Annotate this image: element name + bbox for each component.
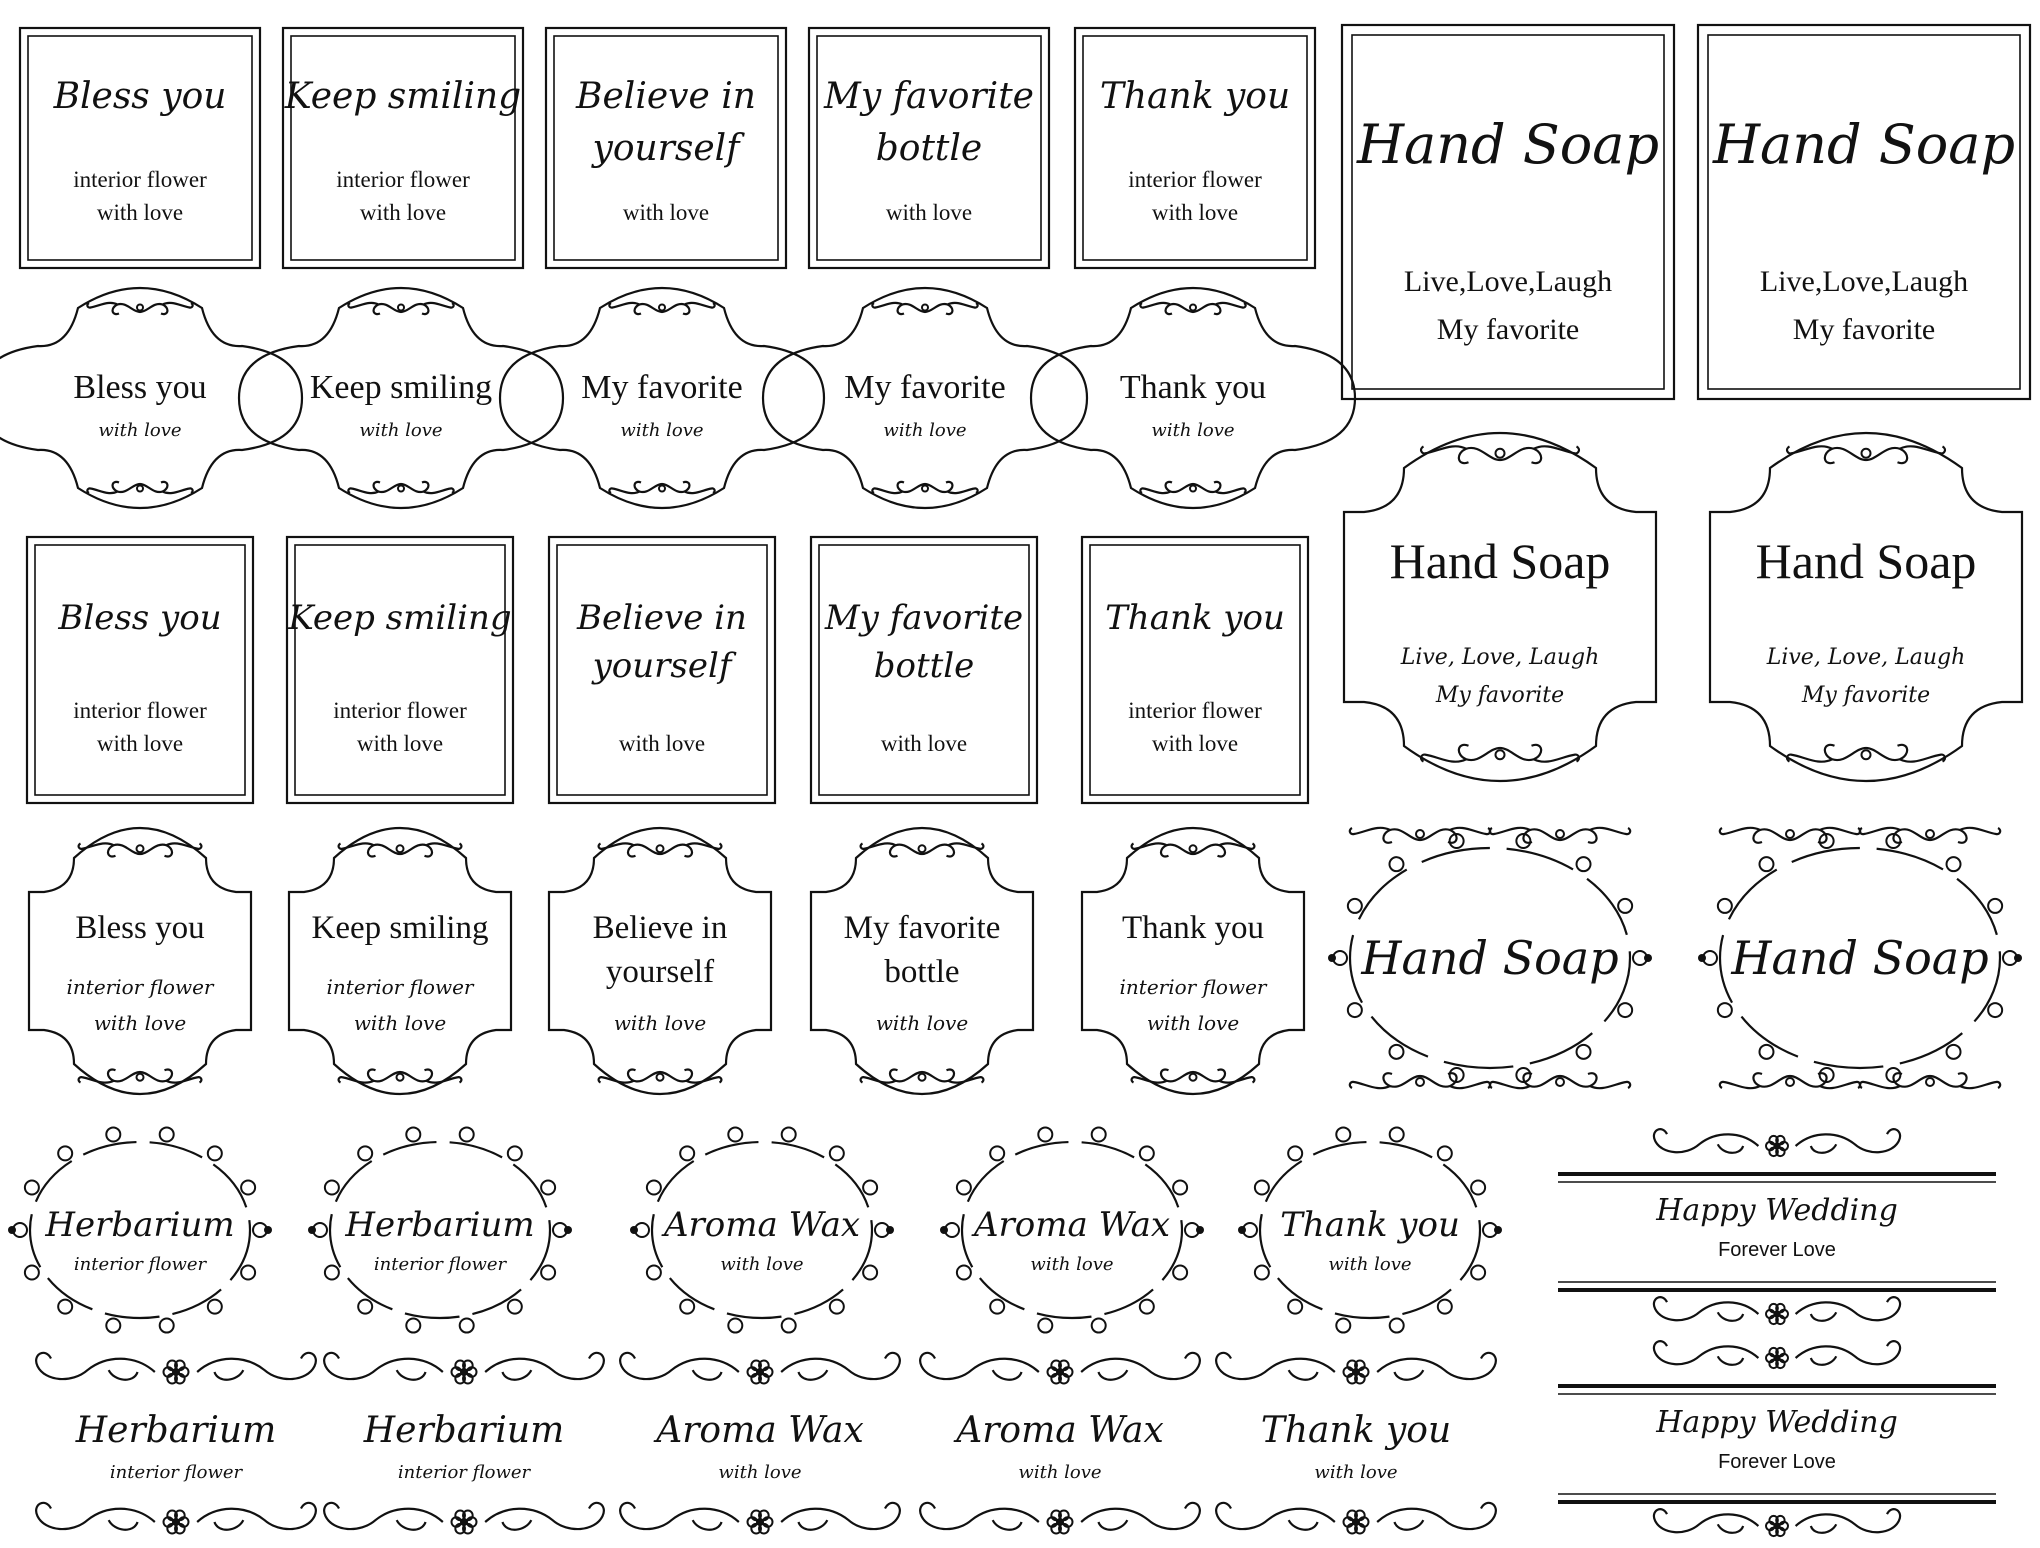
label-subtitle: with love: [93, 1011, 187, 1035]
hand-soap-square-1: [1342, 25, 1674, 399]
flourish-label-3: [620, 1353, 900, 1534]
bracket-label-2: [289, 828, 511, 1094]
label-title: Herbarium: [75, 1410, 277, 1451]
label-subtitle: with love: [883, 420, 967, 441]
label-subtitle: with love: [620, 420, 704, 441]
label-title: Aroma Wax: [656, 1410, 864, 1451]
label-subtitle: with love: [96, 200, 184, 225]
label-title: Bless you: [58, 598, 222, 638]
label-title: Herbarium: [45, 1205, 235, 1245]
hand-soap-ornate-2: [1698, 828, 2022, 1088]
label-title: Bless you: [75, 910, 205, 946]
square-label-5: [1075, 28, 1315, 268]
label-subtitle: Forever Love: [1718, 1239, 1836, 1261]
hand-soap-ornate-1: [1328, 828, 1652, 1088]
label-title: yourself: [592, 128, 740, 169]
label-title: Bless you: [73, 369, 207, 406]
label-title: Happy Wedding: [1656, 1405, 1898, 1440]
label-subtitle: Forever Love: [1718, 1451, 1836, 1473]
label-subtitle: My favorite: [1801, 683, 1931, 708]
hand-soap-bracket-1: [1344, 433, 1656, 781]
hand-soap-bracket-2: [1710, 433, 2022, 781]
label-subtitle: with love: [1146, 1011, 1240, 1035]
label-subtitle: with love: [622, 200, 710, 225]
label-title: Believe in: [577, 598, 747, 638]
label-subtitle: Live,Love,Laugh: [1403, 265, 1613, 298]
label-title: Thank you: [1260, 1410, 1452, 1451]
bracket-label-4: [811, 828, 1033, 1094]
label-title: Keep smiling: [288, 598, 512, 638]
label-subtitle: Live, Love, Laugh: [1766, 645, 1966, 670]
label-subtitle: with love: [359, 200, 447, 225]
label-subtitle: with love: [1018, 1462, 1102, 1483]
ornate-label-5: [1238, 1127, 1502, 1332]
label-title: Hand Soap: [1731, 931, 1989, 985]
label-subtitle: with love: [613, 1011, 707, 1035]
bracket-label-1: [29, 828, 251, 1094]
label-subtitle: interior flower: [333, 698, 467, 723]
square-label-2: [283, 28, 523, 268]
label-title: Keep smiling: [311, 910, 489, 946]
label-title: My favorite: [824, 598, 1024, 638]
label-subtitle: with love: [1151, 200, 1239, 225]
wedding-band-2: [1558, 1341, 1996, 1536]
rect-label-4: [811, 537, 1037, 803]
label-title: bottle: [884, 954, 960, 990]
label-title: Keep smiling: [284, 76, 522, 117]
label-subtitle: with love: [359, 420, 443, 441]
label-title: Thank you: [1280, 1205, 1460, 1245]
label-subtitle: with love: [353, 1011, 447, 1035]
square-label-1: [20, 28, 260, 268]
label-title: Thank you: [1119, 369, 1267, 406]
label-subtitle: with love: [618, 731, 706, 756]
label-title: Hand Soap: [1389, 533, 1611, 589]
quatrefoil-label-2: [239, 288, 563, 508]
label-title: Bless you: [53, 76, 227, 117]
label-subtitle: interior flower: [73, 698, 207, 723]
label-title: My favorite: [824, 76, 1034, 117]
label-title: Aroma Wax: [973, 1205, 1171, 1245]
label-subtitle: with love: [1030, 1254, 1114, 1275]
label-title: yourself: [592, 646, 732, 686]
quatrefoil-label-1: [0, 288, 302, 508]
label-subtitle: with love: [1314, 1462, 1398, 1483]
label-subtitle: with love: [875, 1011, 969, 1035]
label-title: Keep smiling: [309, 369, 493, 406]
rect-label-5: [1082, 537, 1308, 803]
label-subtitle: interior flower: [1128, 698, 1262, 723]
ornate-label-2: [308, 1127, 572, 1332]
label-title: Believe in: [576, 76, 756, 117]
label-title: Hand Soap: [1755, 533, 1977, 589]
quatrefoil-label-4: [763, 288, 1087, 508]
label-subtitle: with love: [718, 1462, 802, 1483]
label-title: My favorite: [581, 369, 743, 406]
label-subtitle: Live, Love, Laugh: [1400, 645, 1600, 670]
rect-label-1: [27, 537, 253, 803]
label-title: Aroma Wax: [956, 1410, 1164, 1451]
label-subtitle: with love: [356, 731, 444, 756]
label-title: My favorite: [843, 910, 1001, 946]
label-title: Believe in: [592, 910, 728, 946]
label-title: Thank you: [1121, 910, 1265, 946]
label-title: Hand Soap: [1712, 113, 2016, 176]
quatrefoil-label-5: [1031, 288, 1355, 508]
label-subtitle: My favorite: [1435, 683, 1565, 708]
label-subtitle: My favorite: [1792, 313, 1936, 346]
square-label-4: [809, 28, 1049, 268]
label-title: Herbarium: [345, 1205, 535, 1245]
label-title: Thank you: [1105, 598, 1285, 638]
label-subtitle: with love: [720, 1254, 804, 1275]
label-title: Hand Soap: [1361, 931, 1619, 985]
bracket-label-3: [549, 828, 771, 1094]
label-title: bottle: [873, 646, 975, 686]
label-subtitle: interior flower: [336, 167, 470, 192]
flourish-label-4: [920, 1353, 1200, 1534]
hand-soap-square-2: [1698, 25, 2030, 399]
rect-label-2: [287, 537, 513, 803]
flourish-label-5: [1216, 1353, 1496, 1534]
label-subtitle: My favorite: [1436, 313, 1580, 346]
label-subtitle: interior flower: [109, 1462, 243, 1483]
label-subtitle: with love: [885, 200, 973, 225]
label-title: My favorite: [844, 369, 1006, 406]
wedding-band-1: [1558, 1129, 1996, 1324]
label-subtitle: with love: [96, 731, 184, 756]
label-subtitle: with love: [880, 731, 968, 756]
ornate-label-3: [630, 1127, 894, 1332]
label-title: yourself: [605, 954, 715, 990]
flourish-label-2: [324, 1353, 604, 1534]
label-title: Herbarium: [363, 1410, 565, 1451]
label-title: bottle: [875, 128, 983, 169]
label-subtitle: with love: [1151, 731, 1239, 756]
rect-label-3: [549, 537, 775, 803]
quatrefoil-label-3: [500, 288, 824, 508]
label-title: Happy Wedding: [1656, 1193, 1898, 1228]
label-title: Aroma Wax: [663, 1205, 861, 1245]
label-subtitle: Live,Love,Laugh: [1759, 265, 1969, 298]
label-subtitle: interior flower: [66, 975, 214, 999]
label-subtitle: with love: [98, 420, 182, 441]
label-subtitle: with love: [1328, 1254, 1412, 1275]
label-title: Thank you: [1099, 76, 1291, 117]
label-subtitle: with love: [1151, 420, 1235, 441]
label-subtitle: interior flower: [73, 1254, 207, 1275]
label-subtitle: interior flower: [1128, 167, 1262, 192]
label-title: Hand Soap: [1356, 113, 1660, 176]
label-subtitle: interior flower: [373, 1254, 507, 1275]
ornate-label-1: [8, 1127, 272, 1332]
bracket-label-5: [1082, 828, 1304, 1094]
label-subtitle: interior flower: [326, 975, 474, 999]
square-label-3: [546, 28, 786, 268]
label-subtitle: interior flower: [397, 1462, 531, 1483]
flourish-label-1: [36, 1353, 316, 1534]
label-subtitle: interior flower: [1119, 975, 1267, 999]
ornate-label-4: [940, 1127, 1204, 1332]
label-subtitle: interior flower: [73, 167, 207, 192]
